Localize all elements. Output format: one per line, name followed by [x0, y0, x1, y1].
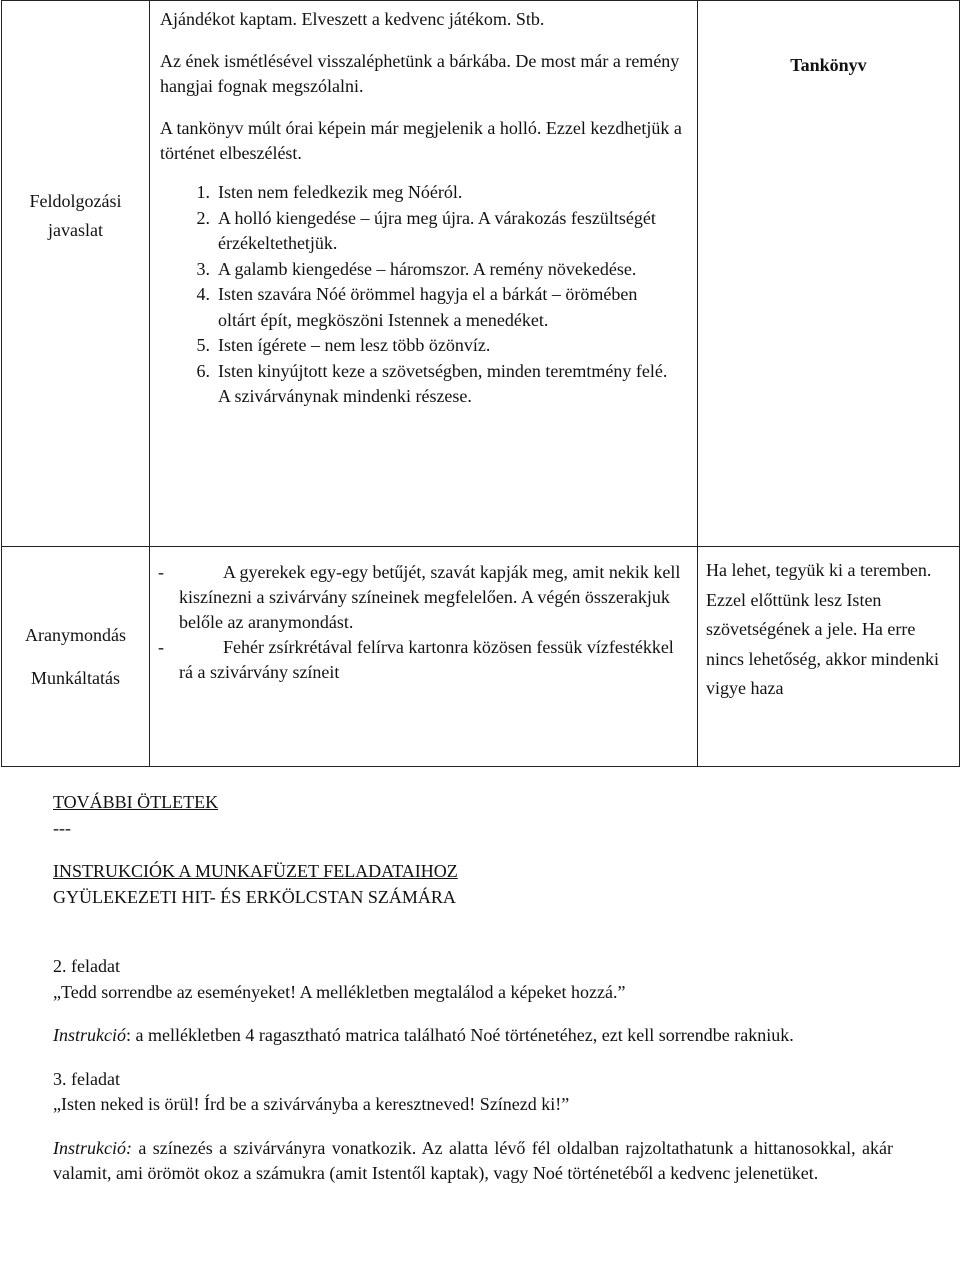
intro-paragraph: A tankönyv múlt órai képein már megjelenik a holló. Ezzel kezdhetjük a történet elbeszélést. — [160, 118, 682, 163]
list-item — [150, 206, 697, 257]
list-item — [150, 359, 697, 410]
resource-heading: Tankönyv — [790, 55, 867, 75]
step-number: 3. — [196, 258, 210, 279]
note-text: Ha lehet, tegyük ki a teremben. Ezzel előttünk lesz Isten szövetségének a jele. Ha erre nincs lehetőség, akkor mindenki vigye haza — [706, 560, 939, 698]
task-instruction — [53, 1023, 893, 1049]
list-item — [158, 560, 687, 635]
step-text: Isten kinyújtott keze a szövetségben, minden teremtmény felé. A szivárványnak mindenki részese. — [218, 360, 668, 406]
instruction-text: a színezés a szivárványra vonatkozik. Az alatta lévő fél oldalban rajzoltathatunk a hittanosokkal, akár valamit, ami örömöt okoz a számukra (amit Istentől kaptak), vagy Noé történetéből a kedvenc jelenetüket. — [53, 1137, 893, 1183]
row-label-line: Feldolgozási — [29, 190, 122, 211]
task-quote: „Tedd sorrendbe az eseményeket! A mellékletben megtalálod a képeket hozzá.” — [53, 981, 626, 1002]
task-title: 2. feladat — [53, 956, 120, 976]
bullet-dash: - — [158, 637, 164, 657]
step-number: 6. — [196, 360, 210, 381]
step-text: A holló kiengedése – újra meg újra. A várakozás feszültségét érzékeltethetjük. — [218, 207, 656, 253]
list-item — [158, 635, 687, 685]
task-instruction — [53, 1136, 893, 1187]
row-label-line: Aranymondás — [25, 624, 126, 645]
intro-paragraph: Az ének ismétlésével visszaléphetünk a bárkába. De most már a remény hangjai fognak megszólalni. — [160, 51, 680, 96]
task-quote: „Isten neked is örül! Írd be a szivárványba a keresztneved! Színezd ki!” — [53, 1094, 570, 1114]
step-number: 2. — [196, 207, 210, 228]
list-item — [150, 180, 697, 206]
task-text: Fehér zsírkrétával felírva kartonra közösen fessük vízfestékkel rá a szivárvány színeit — [179, 637, 674, 682]
list-item — [150, 257, 697, 283]
further-ideas-heading: TOVÁBBI ÖTLETEK — [53, 792, 219, 812]
bullet-dash: - — [158, 562, 164, 582]
list-item — [150, 333, 697, 359]
step-number: 5. — [196, 335, 210, 355]
note-cell — [698, 547, 960, 767]
after-table-content — [53, 790, 893, 1187]
further-ideas-dashes: --- — [53, 817, 71, 838]
tasks-cell — [150, 547, 698, 767]
row-label — [2, 1, 150, 547]
instruction-label: Instrukció — [53, 1025, 126, 1045]
step-number: 1. — [196, 182, 210, 202]
instructions-heading: INSTRUKCIÓK A MUNKAFÜZET FELADATAIHOZ — [53, 861, 458, 881]
task-title: 3. feladat — [53, 1068, 120, 1089]
step-text: A galamb kiengedése – háromszor. A remény növekedése. — [218, 258, 637, 279]
step-number: 4. — [196, 284, 210, 304]
list-item — [150, 282, 697, 333]
story-steps-list — [150, 180, 697, 410]
intro-paragraph: Ajándékot kaptam. Elveszett a kedvenc játékom. Stb. — [160, 9, 545, 29]
table-row — [2, 1, 960, 547]
step-text: Isten szavára Nóé örömmel hagyja el a bárkát – örömében oltárt épít, megköszöni Istennek a menedéket. — [218, 284, 638, 330]
instruction-text: : a mellékletben 4 ragasztható matrica található Noé történetéhez, ezt kell sorrendbe rakniuk. — [125, 1025, 794, 1045]
table-row — [2, 547, 960, 767]
step-text: Isten nem feledkezik meg Nóéról. — [218, 182, 463, 202]
row-label — [2, 547, 150, 767]
instructions-subheading: GYÜLEKEZETI HIT- ÉS ERKÖLCSTAN SZÁMÁRA — [53, 886, 456, 907]
content-cell — [150, 1, 698, 547]
step-text: Isten ígérete – nem lesz több özönvíz. — [218, 335, 491, 355]
instruction-label: Instrukció: — [53, 1137, 132, 1158]
row-label-line: Munkáltatás — [31, 667, 120, 688]
task-text: A gyerekek egy-egy betűjét, szavát kapják meg, amit nekik kell kiszínezni a szivárvány színeinek megfelelően. A végén összerakjuk belőle az aranymondást. — [179, 562, 681, 632]
row-label-line: javaslat — [48, 219, 103, 240]
lesson-plan-table — [1, 0, 960, 767]
resource-cell — [698, 1, 960, 547]
